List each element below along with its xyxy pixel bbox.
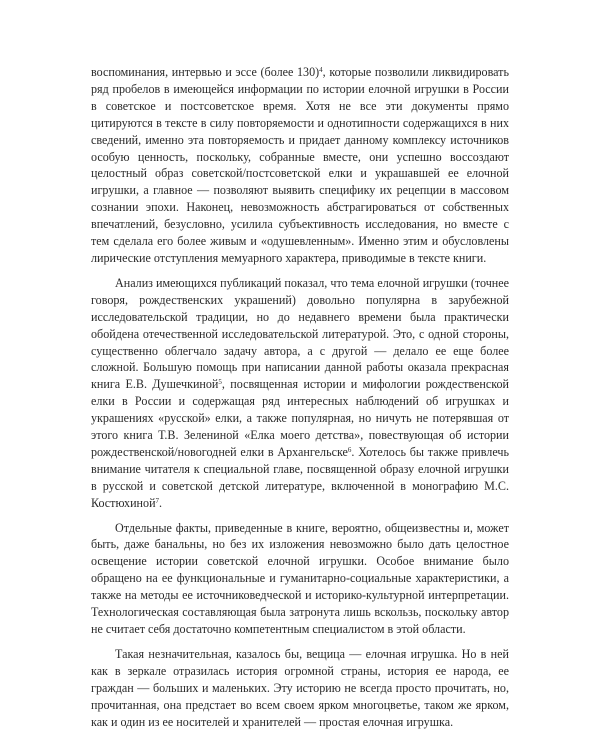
footnote-marker: 5 (218, 378, 222, 387)
text-run: Анализ имеющихся публикаций показал, что тема елочной игрушки (точнее говоря, рождественских украшений) довольно популярна в зарубежной исследовательской традиции, но до недавнего времени была практически обойдена отечественной исследовательской литературой. Это, с одной стороны, существенно облегчало задачу автора, а с другой — делало ее еще более сложной. Большую помощь при написании данной работы оказала прекрасная книга Е.В. Душечкиной (91, 275, 509, 392)
text-run: . (159, 495, 163, 510)
body-text (91, 64, 509, 730)
paragraph-4 (91, 646, 509, 731)
footnote-marker: 6 (347, 445, 352, 454)
footnote-marker: 7 (155, 496, 160, 505)
paragraph-1 (91, 64, 509, 267)
text-run: Такая незначительная, казалось бы, вещица — елочная игрушка. Но в ней как в зеркале отразилась история огромной страны, история ее народа, ее граждан — больших и маленьких. Эту историю не всегда просто прочитать, но, прочитанная, она предстает во всем своем ярком многоцветье, таком же ярком, как и один из ее носителей и хранителей — простая елочная игрушка. (91, 646, 509, 729)
text-run: . Хотелось бы также привлечь внимание читателя к специальной главе, посвященной образу елочной игрушки в русской и советской детской литературе, включенной в монографию М.С. Костюхиной (91, 444, 509, 510)
text-run: , которые позволили ликвидировать ряд пробелов в имеющейся информации по истории елочной игрушки в России в советское и постсоветское время. Хотя не все эти документы прямо цитируются в тексте в силу повторяемости и однотипности содержащихся в них сведений, именно эта повторяемость и придает данному комплексу источников особую ценность, поскольку, собранные вместе, они успешно воссоздают целостный образ советской/постсоветской елки и украшавшей ее елочной игрушки, а главное — позволяют выявить специфику их рецепции в массовом сознании эпохи. Наконец, невозможность абстрагироваться от собственных впечатлений, безусловно, усилила субъективность исследования, но вместе с тем сделала его более живым и «одушевленным». Именно этим и обусловлены лирические отступления мемуарного характера, приводимые в тексте книги. (91, 65, 509, 265)
text-run: воспоминания, интервью и эссе (более 130) (91, 65, 320, 79)
footnote-marker: 4 (319, 66, 323, 74)
paragraph-2 (91, 275, 509, 512)
text-run: , посвященная истории и мифологии рождественской елки в России и содержащая ряд интересных наблюдений об игрушках и украшениях «русской» елки, а также популярная, но ничуть не потерявшая от этого книга Т.В. Зелениной «Елка моего детства», повествующая об истории рождественской/новогодней елки в Архангельске (91, 377, 509, 459)
text-run: Отдельные факты, приведенные в книге, вероятно, общеизвестны и, может быть, даже банальны, но без их изложения невозможно было дать целостное освещение истории советской елочной игрушки. Особое внимание было обращено на ее функциональные и гуманитарно-социальные характеристики, а также на методы ее источниковедческой и историко-культурной интерпретации. Технологическая составляющая была затронута лишь вскользь, поскольку автор не считает себя достаточно компетентным специалистом в этой области. (91, 520, 509, 636)
paragraph-3 (91, 520, 509, 638)
